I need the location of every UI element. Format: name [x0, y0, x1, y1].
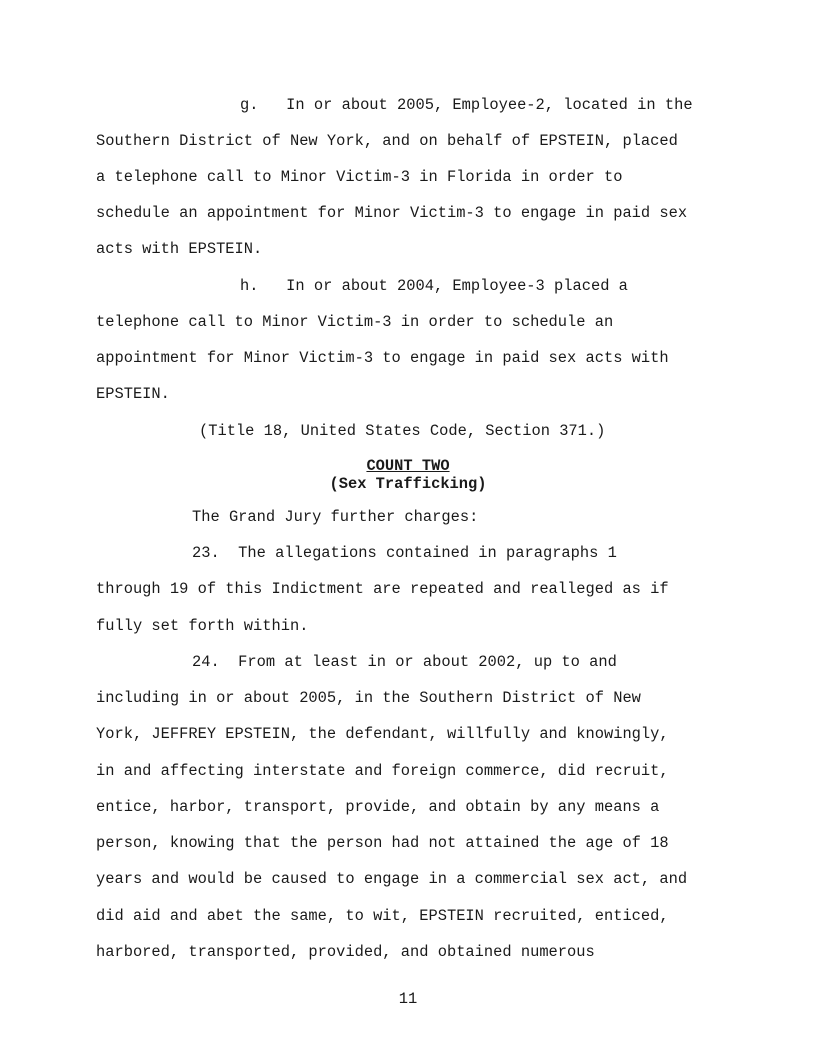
- paragraph-h-line: appointment for Minor Victim-3 to engage in paid sex acts with: [96, 349, 669, 367]
- grand-jury-intro: The Grand Jury further charges:: [192, 508, 479, 526]
- paragraph-h-line: telephone call to Minor Victim-3 in order to schedule an: [96, 313, 614, 331]
- paragraph-24-line: in and affecting interstate and foreign commerce, did recruit,: [96, 762, 669, 780]
- paragraph-h-line: EPSTEIN.: [96, 385, 170, 403]
- page-number: 11: [398, 990, 418, 1008]
- paragraph-g-line: acts with EPSTEIN.: [96, 240, 263, 258]
- paragraph-23-line: 23. The allegations contained in paragraphs 1: [192, 544, 617, 562]
- paragraph-g-line: a telephone call to Minor Victim-3 in Florida in order to: [96, 168, 623, 186]
- paragraph-g-line: schedule an appointment for Minor Victim-3 to engage in paid sex: [96, 204, 688, 222]
- paragraph-23-line: through 19 of this Indictment are repeated and realleged as if: [96, 580, 669, 598]
- paragraph-24-line: including in or about 2005, in the Southern District of New: [96, 689, 641, 707]
- paragraph-24-line: years and would be caused to engage in a commercial sex act, and: [96, 870, 688, 888]
- paragraph-24-line: York, JEFFREY EPSTEIN, the defendant, willfully and knowingly,: [96, 725, 669, 743]
- paragraph-24-line: person, knowing that the person had not attained the age of 18: [96, 834, 669, 852]
- count-heading: [0, 457, 816, 475]
- paragraph-24-line: did aid and abet the same, to wit, EPSTEIN recruited, enticed,: [96, 907, 669, 925]
- paragraph-g-line: Southern District of New York, and on behalf of EPSTEIN, placed: [96, 132, 678, 150]
- paragraph-24-line: 24. From at least in or about 2002, up to and: [192, 653, 617, 671]
- count-subtitle: (Sex Trafficking): [329, 475, 487, 493]
- paragraph-24-line: entice, harbor, transport, provide, and obtain by any means a: [96, 798, 660, 816]
- paragraph-23-line: fully set forth within.: [96, 617, 309, 635]
- paragraph-g-line: g. In or about 2005, Employee-2, located in the: [240, 96, 693, 114]
- count-title: COUNT TWO: [366, 457, 450, 475]
- paragraph-h-line: h. In or about 2004, Employee-3 placed a: [240, 277, 628, 295]
- statute-citation: (Title 18, United States Code, Section 371.): [199, 422, 606, 440]
- paragraph-24-line: harbored, transported, provided, and obtained numerous: [96, 943, 595, 961]
